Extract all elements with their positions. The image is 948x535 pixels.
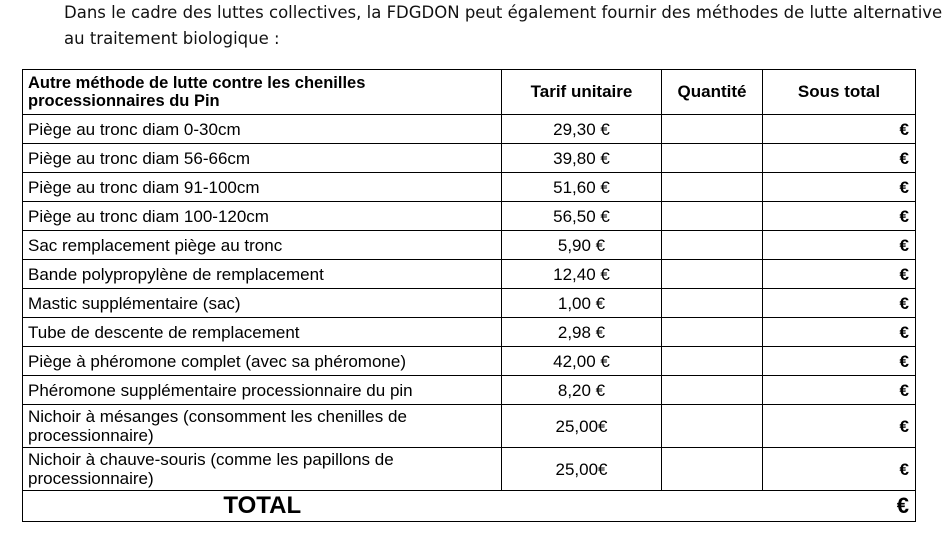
total-spacer	[502, 491, 662, 522]
item-subtotal: €	[763, 231, 916, 260]
item-quantity-cell[interactable]	[662, 202, 763, 231]
item-quantity-cell[interactable]	[662, 318, 763, 347]
table-row	[23, 347, 916, 376]
table-row	[23, 289, 916, 318]
item-price: 25,00€	[502, 448, 662, 491]
item-label: Mastic supplémentaire (sac)	[23, 289, 502, 318]
item-quantity-cell[interactable]	[662, 260, 763, 289]
intro-line-1: Dans le cadre des luttes collectives, la FDGDON peut également fournir des méthodes de lutte alternative	[64, 3, 943, 22]
item-label: Nichoir à mésanges (consomment les chenilles de processionnaire)	[23, 405, 502, 448]
table-row	[23, 260, 916, 289]
total-value: €	[763, 491, 916, 522]
item-price: 39,80 €	[502, 144, 662, 173]
item-price: 29,30 €	[502, 115, 662, 144]
total-row	[23, 491, 916, 522]
item-subtotal: €	[763, 202, 916, 231]
item-quantity-cell[interactable]	[662, 115, 763, 144]
item-price: 51,60 €	[502, 173, 662, 202]
item-subtotal: €	[763, 376, 916, 405]
item-subtotal: €	[763, 318, 916, 347]
item-price: 25,00€	[502, 405, 662, 448]
item-subtotal: €	[763, 115, 916, 144]
item-quantity-cell[interactable]	[662, 448, 763, 491]
table-row	[23, 318, 916, 347]
item-subtotal: €	[763, 405, 916, 448]
item-quantity-cell[interactable]	[662, 289, 763, 318]
item-price: 1,00 €	[502, 289, 662, 318]
item-quantity-cell[interactable]	[662, 173, 763, 202]
item-label: Phéromone supplémentaire processionnaire du pin	[23, 376, 502, 405]
item-quantity-cell[interactable]	[662, 231, 763, 260]
table-row	[23, 231, 916, 260]
item-price: 12,40 €	[502, 260, 662, 289]
table-row	[23, 376, 916, 405]
header-subtotal: Sous total	[763, 70, 916, 115]
item-subtotal: €	[763, 347, 916, 376]
item-subtotal: €	[763, 448, 916, 491]
item-price: 8,20 €	[502, 376, 662, 405]
price-table	[22, 69, 916, 522]
table-row	[23, 115, 916, 144]
table-row	[23, 405, 916, 448]
item-label: Piège à phéromone complet (avec sa phéromone)	[23, 347, 502, 376]
item-label: Piège au tronc diam 0-30cm	[23, 115, 502, 144]
item-price: 56,50 €	[502, 202, 662, 231]
total-spacer	[662, 491, 763, 522]
item-quantity-cell[interactable]	[662, 405, 763, 448]
header-unit-price: Tarif unitaire	[502, 70, 662, 115]
item-label: Piège au tronc diam 56-66cm	[23, 144, 502, 173]
item-quantity-cell[interactable]	[662, 347, 763, 376]
item-quantity-cell[interactable]	[662, 376, 763, 405]
table-row	[23, 144, 916, 173]
table-row	[23, 173, 916, 202]
item-price: 2,98 €	[502, 318, 662, 347]
header-method: Autre méthode de lutte contre les chenilles processionnaires du Pin	[23, 70, 502, 115]
intro-text	[64, 0, 944, 52]
item-quantity-cell[interactable]	[662, 144, 763, 173]
item-subtotal: €	[763, 144, 916, 173]
item-label: Piège au tronc diam 100-120cm	[23, 202, 502, 231]
item-label: Sac remplacement piège au tronc	[23, 231, 502, 260]
item-price: 42,00 €	[502, 347, 662, 376]
item-label: Tube de descente de remplacement	[23, 318, 502, 347]
item-label: Bande polypropylène de remplacement	[23, 260, 502, 289]
item-subtotal: €	[763, 289, 916, 318]
item-label: Piège au tronc diam 91-100cm	[23, 173, 502, 202]
intro-line-2: au traitement biologique :	[64, 29, 280, 48]
table-row	[23, 448, 916, 491]
item-label: Nichoir à chauve-souris (comme les papillons de processionnaire)	[23, 448, 502, 491]
table-row	[23, 202, 916, 231]
total-label: TOTAL	[23, 491, 502, 522]
table-header-row	[23, 70, 916, 115]
item-subtotal: €	[763, 173, 916, 202]
header-quantity: Quantité	[662, 70, 763, 115]
item-subtotal: €	[763, 260, 916, 289]
item-price: 5,90 €	[502, 231, 662, 260]
